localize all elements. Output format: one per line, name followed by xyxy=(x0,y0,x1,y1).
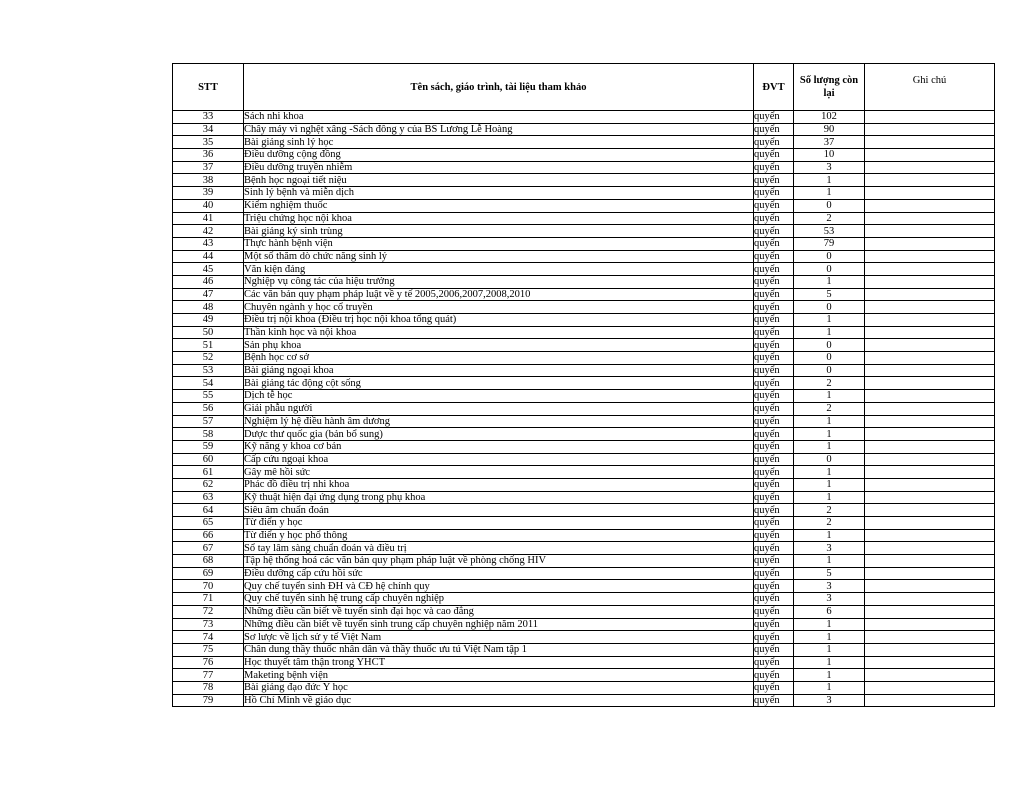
table-row xyxy=(173,491,995,504)
cell-note xyxy=(865,669,995,682)
cell-note xyxy=(865,478,995,491)
cell-stt: 37 xyxy=(173,161,244,174)
cell-stt: 66 xyxy=(173,529,244,542)
cell-note xyxy=(865,681,995,694)
cell-note xyxy=(865,237,995,250)
cell-unit: quyển xyxy=(754,504,794,517)
cell-quantity: 1 xyxy=(794,390,865,403)
cell-unit: quyển xyxy=(754,174,794,187)
cell-book-name: Một số thăm dò chức năng sinh lý xyxy=(244,250,754,263)
cell-stt: 72 xyxy=(173,605,244,618)
cell-quantity: 3 xyxy=(794,593,865,606)
cell-stt: 65 xyxy=(173,517,244,530)
cell-note xyxy=(865,504,995,517)
cell-book-name: Văn kiện đảng xyxy=(244,263,754,276)
cell-quantity: 5 xyxy=(794,567,865,580)
cell-book-name: Triệu chứng học nội khoa xyxy=(244,212,754,225)
header-row xyxy=(173,64,995,111)
cell-unit: quyển xyxy=(754,567,794,580)
cell-stt: 79 xyxy=(173,694,244,707)
table-row xyxy=(173,440,995,453)
cell-unit: quyển xyxy=(754,199,794,212)
cell-quantity: 0 xyxy=(794,352,865,365)
cell-book-name: Quy chế tuyển sinh ĐH và CĐ hệ chính quy xyxy=(244,580,754,593)
table-row xyxy=(173,593,995,606)
cell-unit: quyển xyxy=(754,428,794,441)
cell-book-name: Điều dưỡng cấp cứu hồi sức xyxy=(244,567,754,580)
cell-stt: 44 xyxy=(173,250,244,263)
cell-stt: 38 xyxy=(173,174,244,187)
cell-unit: quyển xyxy=(754,478,794,491)
cell-note xyxy=(865,225,995,238)
cell-quantity: 2 xyxy=(794,504,865,517)
cell-quantity: 1 xyxy=(794,428,865,441)
cell-stt: 64 xyxy=(173,504,244,517)
cell-quantity: 2 xyxy=(794,377,865,390)
cell-quantity: 0 xyxy=(794,453,865,466)
cell-quantity: 79 xyxy=(794,237,865,250)
cell-unit: quyển xyxy=(754,123,794,136)
cell-unit: quyển xyxy=(754,301,794,314)
cell-book-name: Sách nhi khoa xyxy=(244,111,754,124)
cell-book-name: Sản phụ khoa xyxy=(244,339,754,352)
cell-quantity: 1 xyxy=(794,643,865,656)
table-row xyxy=(173,314,995,327)
cell-stt: 42 xyxy=(173,225,244,238)
cell-stt: 41 xyxy=(173,212,244,225)
table-row xyxy=(173,364,995,377)
cell-quantity: 1 xyxy=(794,618,865,631)
cell-unit: quyển xyxy=(754,339,794,352)
table-row xyxy=(173,199,995,212)
cell-unit: quyển xyxy=(754,466,794,479)
cell-unit: quyển xyxy=(754,149,794,162)
cell-book-name: Sổ tay lâm sàng chuẩn đoán và điều trị xyxy=(244,542,754,555)
cell-note xyxy=(865,123,995,136)
cell-unit: quyển xyxy=(754,288,794,301)
cell-book-name: Bệnh học cơ sở xyxy=(244,352,754,365)
cell-note xyxy=(865,631,995,644)
table-row xyxy=(173,453,995,466)
cell-quantity: 10 xyxy=(794,149,865,162)
cell-stt: 47 xyxy=(173,288,244,301)
cell-quantity: 6 xyxy=(794,605,865,618)
cell-stt: 48 xyxy=(173,301,244,314)
table-row xyxy=(173,504,995,517)
cell-quantity: 1 xyxy=(794,656,865,669)
cell-book-name: Maketing bệnh viện xyxy=(244,669,754,682)
cell-unit: quyển xyxy=(754,681,794,694)
cell-quantity: 1 xyxy=(794,466,865,479)
cell-quantity: 1 xyxy=(794,631,865,644)
table-row xyxy=(173,212,995,225)
header-note: Ghi chú xyxy=(865,64,995,111)
cell-note xyxy=(865,440,995,453)
table-row xyxy=(173,250,995,263)
cell-unit: quyển xyxy=(754,440,794,453)
table-row xyxy=(173,174,995,187)
table-row xyxy=(173,567,995,580)
cell-note xyxy=(865,174,995,187)
cell-book-name: Siêu âm chuẩn đoán xyxy=(244,504,754,517)
cell-note xyxy=(865,567,995,580)
cell-book-name: Bài giảng tác động cột sống xyxy=(244,377,754,390)
cell-unit: quyển xyxy=(754,237,794,250)
cell-quantity: 102 xyxy=(794,111,865,124)
cell-stt: 59 xyxy=(173,440,244,453)
cell-stt: 54 xyxy=(173,377,244,390)
cell-note xyxy=(865,111,995,124)
cell-note xyxy=(865,288,995,301)
cell-book-name: Tập hệ thống hoá các văn bản quy phạm pháp luật về phòng chống HIV xyxy=(244,555,754,568)
cell-book-name: Chây máy vì nghệt xâng -Sách đông y của BS Lương Lễ Hoàng xyxy=(244,123,754,136)
cell-book-name: Những điều cần biết về tuyển sinh đại học và cao đẳng xyxy=(244,605,754,618)
cell-book-name: Những điều cần biết về tuyển sinh trung cấp chuyên nghiệp năm 2011 xyxy=(244,618,754,631)
table-row xyxy=(173,301,995,314)
cell-stt: 56 xyxy=(173,402,244,415)
cell-unit: quyển xyxy=(754,263,794,276)
cell-stt: 40 xyxy=(173,199,244,212)
table-row xyxy=(173,415,995,428)
cell-note xyxy=(865,656,995,669)
cell-book-name: Dịch tễ học xyxy=(244,390,754,403)
header-book-name: Tên sách, giáo trình, tài liệu tham khảo xyxy=(244,64,754,111)
cell-unit: quyển xyxy=(754,352,794,365)
table-row xyxy=(173,326,995,339)
cell-book-name: Bệnh học ngoại tiết niệu xyxy=(244,174,754,187)
cell-stt: 67 xyxy=(173,542,244,555)
cell-book-name: Học thuyết tâm thận trong YHCT xyxy=(244,656,754,669)
table-row xyxy=(173,529,995,542)
cell-book-name: Điều dưỡng cộng đồng xyxy=(244,149,754,162)
cell-unit: quyển xyxy=(754,694,794,707)
cell-note xyxy=(865,618,995,631)
cell-book-name: Nghiệm lý hệ điều hành âm dương xyxy=(244,415,754,428)
cell-note xyxy=(865,517,995,530)
cell-stt: 49 xyxy=(173,314,244,327)
cell-quantity: 0 xyxy=(794,199,865,212)
cell-book-name: Thần kinh học và nội khoa xyxy=(244,326,754,339)
table-row xyxy=(173,555,995,568)
cell-quantity: 1 xyxy=(794,555,865,568)
cell-stt: 62 xyxy=(173,478,244,491)
cell-note xyxy=(865,161,995,174)
cell-unit: quyển xyxy=(754,364,794,377)
cell-stt: 78 xyxy=(173,681,244,694)
table-row xyxy=(173,187,995,200)
table-row xyxy=(173,694,995,707)
cell-stt: 73 xyxy=(173,618,244,631)
cell-unit: quyển xyxy=(754,593,794,606)
cell-book-name: Giải phẫu người xyxy=(244,402,754,415)
cell-note xyxy=(865,466,995,479)
cell-stt: 53 xyxy=(173,364,244,377)
cell-unit: quyển xyxy=(754,136,794,149)
cell-book-name: Sơ lược về lịch sử y tế Việt Nam xyxy=(244,631,754,644)
cell-stt: 61 xyxy=(173,466,244,479)
cell-note xyxy=(865,187,995,200)
cell-book-name: Quy chế tuyển sinh hệ trung cấp chuyên nghiệp xyxy=(244,593,754,606)
table-row xyxy=(173,428,995,441)
cell-stt: 50 xyxy=(173,326,244,339)
cell-note xyxy=(865,453,995,466)
cell-note xyxy=(865,605,995,618)
cell-stt: 51 xyxy=(173,339,244,352)
cell-note xyxy=(865,275,995,288)
cell-stt: 77 xyxy=(173,669,244,682)
table-row xyxy=(173,478,995,491)
header-unit: ĐVT xyxy=(754,64,794,111)
cell-note xyxy=(865,555,995,568)
cell-book-name: Phác đồ điều trị nhi khoa xyxy=(244,478,754,491)
cell-unit: quyển xyxy=(754,605,794,618)
cell-stt: 46 xyxy=(173,275,244,288)
cell-book-name: Bài giảng ký sinh trùng xyxy=(244,225,754,238)
cell-quantity: 0 xyxy=(794,364,865,377)
cell-quantity: 3 xyxy=(794,542,865,555)
cell-quantity: 3 xyxy=(794,580,865,593)
cell-quantity: 1 xyxy=(794,681,865,694)
cell-stt: 71 xyxy=(173,593,244,606)
cell-note xyxy=(865,542,995,555)
cell-stt: 45 xyxy=(173,263,244,276)
cell-note xyxy=(865,694,995,707)
table-row xyxy=(173,580,995,593)
cell-quantity: 2 xyxy=(794,402,865,415)
cell-stt: 69 xyxy=(173,567,244,580)
cell-stt: 60 xyxy=(173,453,244,466)
cell-quantity: 1 xyxy=(794,491,865,504)
table-row xyxy=(173,390,995,403)
cell-note xyxy=(865,428,995,441)
cell-note xyxy=(865,529,995,542)
cell-unit: quyển xyxy=(754,555,794,568)
table-row xyxy=(173,377,995,390)
cell-stt: 36 xyxy=(173,149,244,162)
cell-book-name: Kỹ năng y khoa cơ bản xyxy=(244,440,754,453)
table-row xyxy=(173,669,995,682)
cell-quantity: 1 xyxy=(794,314,865,327)
cell-stt: 58 xyxy=(173,428,244,441)
cell-unit: quyển xyxy=(754,377,794,390)
cell-unit: quyển xyxy=(754,415,794,428)
table-row xyxy=(173,339,995,352)
cell-quantity: 1 xyxy=(794,187,865,200)
cell-stt: 52 xyxy=(173,352,244,365)
table-row xyxy=(173,656,995,669)
cell-quantity: 1 xyxy=(794,415,865,428)
cell-book-name: Bài giảng đạo đức Y học xyxy=(244,681,754,694)
cell-note xyxy=(865,491,995,504)
cell-book-name: Sinh lý bệnh và miễn dịch xyxy=(244,187,754,200)
cell-quantity: 1 xyxy=(794,669,865,682)
cell-unit: quyển xyxy=(754,390,794,403)
cell-note xyxy=(865,593,995,606)
cell-stt: 74 xyxy=(173,631,244,644)
cell-stt: 55 xyxy=(173,390,244,403)
table-row xyxy=(173,542,995,555)
cell-book-name: Thực hành bệnh viện xyxy=(244,237,754,250)
cell-unit: quyển xyxy=(754,225,794,238)
cell-quantity: 0 xyxy=(794,301,865,314)
cell-book-name: Chuyên ngành y học cổ truyền xyxy=(244,301,754,314)
cell-note xyxy=(865,314,995,327)
cell-note xyxy=(865,580,995,593)
cell-stt: 68 xyxy=(173,555,244,568)
cell-book-name: Nghiệp vụ công tác của hiệu trưởng xyxy=(244,275,754,288)
cell-unit: quyển xyxy=(754,542,794,555)
cell-unit: quyển xyxy=(754,580,794,593)
table-row xyxy=(173,288,995,301)
cell-quantity: 2 xyxy=(794,517,865,530)
cell-quantity: 1 xyxy=(794,529,865,542)
cell-stt: 33 xyxy=(173,111,244,124)
cell-note xyxy=(865,250,995,263)
cell-book-name: Cấp cứu ngoại khoa xyxy=(244,453,754,466)
table-header xyxy=(173,64,995,111)
cell-quantity: 3 xyxy=(794,161,865,174)
cell-quantity: 0 xyxy=(794,263,865,276)
cell-quantity: 3 xyxy=(794,694,865,707)
cell-quantity: 0 xyxy=(794,250,865,263)
table-row xyxy=(173,466,995,479)
cell-book-name: Từ điển y học xyxy=(244,517,754,530)
cell-book-name: Chân dung thầy thuốc nhân dân và thầy thuốc ưu tú Việt Nam tập 1 xyxy=(244,643,754,656)
cell-quantity: 53 xyxy=(794,225,865,238)
cell-note xyxy=(865,390,995,403)
cell-note xyxy=(865,326,995,339)
cell-note xyxy=(865,352,995,365)
table-row xyxy=(173,111,995,124)
cell-quantity: 1 xyxy=(794,174,865,187)
cell-book-name: Các văn bản quy phạm pháp luật về y tế 2005,2006,2007,2008,2010 xyxy=(244,288,754,301)
table-row xyxy=(173,352,995,365)
cell-book-name: Kiểm nghiệm thuốc xyxy=(244,199,754,212)
cell-book-name: Gây mê hồi sức xyxy=(244,466,754,479)
cell-note xyxy=(865,136,995,149)
table-row xyxy=(173,402,995,415)
table-row xyxy=(173,643,995,656)
table-body xyxy=(173,111,995,707)
table-row xyxy=(173,618,995,631)
cell-stt: 35 xyxy=(173,136,244,149)
header-stt: STT xyxy=(173,64,244,111)
table-row xyxy=(173,263,995,276)
cell-quantity: 37 xyxy=(794,136,865,149)
cell-book-name: Hồ Chí Minh về giáo dục xyxy=(244,694,754,707)
cell-unit: quyển xyxy=(754,618,794,631)
cell-quantity: 2 xyxy=(794,212,865,225)
cell-note xyxy=(865,199,995,212)
cell-quantity: 5 xyxy=(794,288,865,301)
cell-book-name: Bài giảng sinh lý học xyxy=(244,136,754,149)
cell-unit: quyển xyxy=(754,517,794,530)
cell-book-name: Từ điển y học phổ thông xyxy=(244,529,754,542)
cell-unit: quyển xyxy=(754,250,794,263)
cell-quantity: 1 xyxy=(794,440,865,453)
cell-unit: quyển xyxy=(754,669,794,682)
cell-stt: 39 xyxy=(173,187,244,200)
cell-note xyxy=(865,377,995,390)
cell-note xyxy=(865,339,995,352)
table-row xyxy=(173,123,995,136)
cell-note xyxy=(865,263,995,276)
cell-note xyxy=(865,415,995,428)
cell-unit: quyển xyxy=(754,161,794,174)
cell-book-name: Điều trị nội khoa (Điều trị học nội khoa tổng quát) xyxy=(244,314,754,327)
cell-book-name: Kỹ thuật hiện đại ứng dụng trong phụ khoa xyxy=(244,491,754,504)
cell-unit: quyển xyxy=(754,453,794,466)
cell-quantity: 90 xyxy=(794,123,865,136)
cell-note xyxy=(865,149,995,162)
cell-stt: 63 xyxy=(173,491,244,504)
header-remaining-quantity: Số lượng còn lại xyxy=(794,64,865,111)
cell-quantity: 1 xyxy=(794,478,865,491)
table-row xyxy=(173,149,995,162)
table-row xyxy=(173,681,995,694)
cell-unit: quyển xyxy=(754,275,794,288)
table-row xyxy=(173,237,995,250)
cell-unit: quyển xyxy=(754,491,794,504)
cell-stt: 70 xyxy=(173,580,244,593)
cell-unit: quyển xyxy=(754,212,794,225)
table-row xyxy=(173,136,995,149)
cell-note xyxy=(865,402,995,415)
cell-unit: quyển xyxy=(754,111,794,124)
table-row xyxy=(173,161,995,174)
cell-stt: 76 xyxy=(173,656,244,669)
table-row xyxy=(173,275,995,288)
table-row xyxy=(173,605,995,618)
table-row xyxy=(173,225,995,238)
cell-unit: quyển xyxy=(754,187,794,200)
cell-unit: quyển xyxy=(754,656,794,669)
cell-unit: quyển xyxy=(754,529,794,542)
cell-note xyxy=(865,643,995,656)
cell-quantity: 1 xyxy=(794,326,865,339)
book-inventory-table xyxy=(172,63,995,707)
cell-unit: quyển xyxy=(754,402,794,415)
cell-note xyxy=(865,212,995,225)
cell-unit: quyển xyxy=(754,314,794,327)
cell-stt: 43 xyxy=(173,237,244,250)
cell-stt: 57 xyxy=(173,415,244,428)
cell-note xyxy=(865,301,995,314)
cell-book-name: Bài giảng ngoại khoa xyxy=(244,364,754,377)
cell-note xyxy=(865,364,995,377)
cell-book-name: Dược thư quốc gia (bản bổ sung) xyxy=(244,428,754,441)
cell-book-name: Điều dưỡng truyền nhiễm xyxy=(244,161,754,174)
cell-quantity: 0 xyxy=(794,339,865,352)
cell-stt: 34 xyxy=(173,123,244,136)
table-row xyxy=(173,631,995,644)
cell-unit: quyển xyxy=(754,643,794,656)
cell-unit: quyển xyxy=(754,326,794,339)
table-row xyxy=(173,517,995,530)
cell-stt: 75 xyxy=(173,643,244,656)
cell-quantity: 1 xyxy=(794,275,865,288)
cell-unit: quyển xyxy=(754,631,794,644)
